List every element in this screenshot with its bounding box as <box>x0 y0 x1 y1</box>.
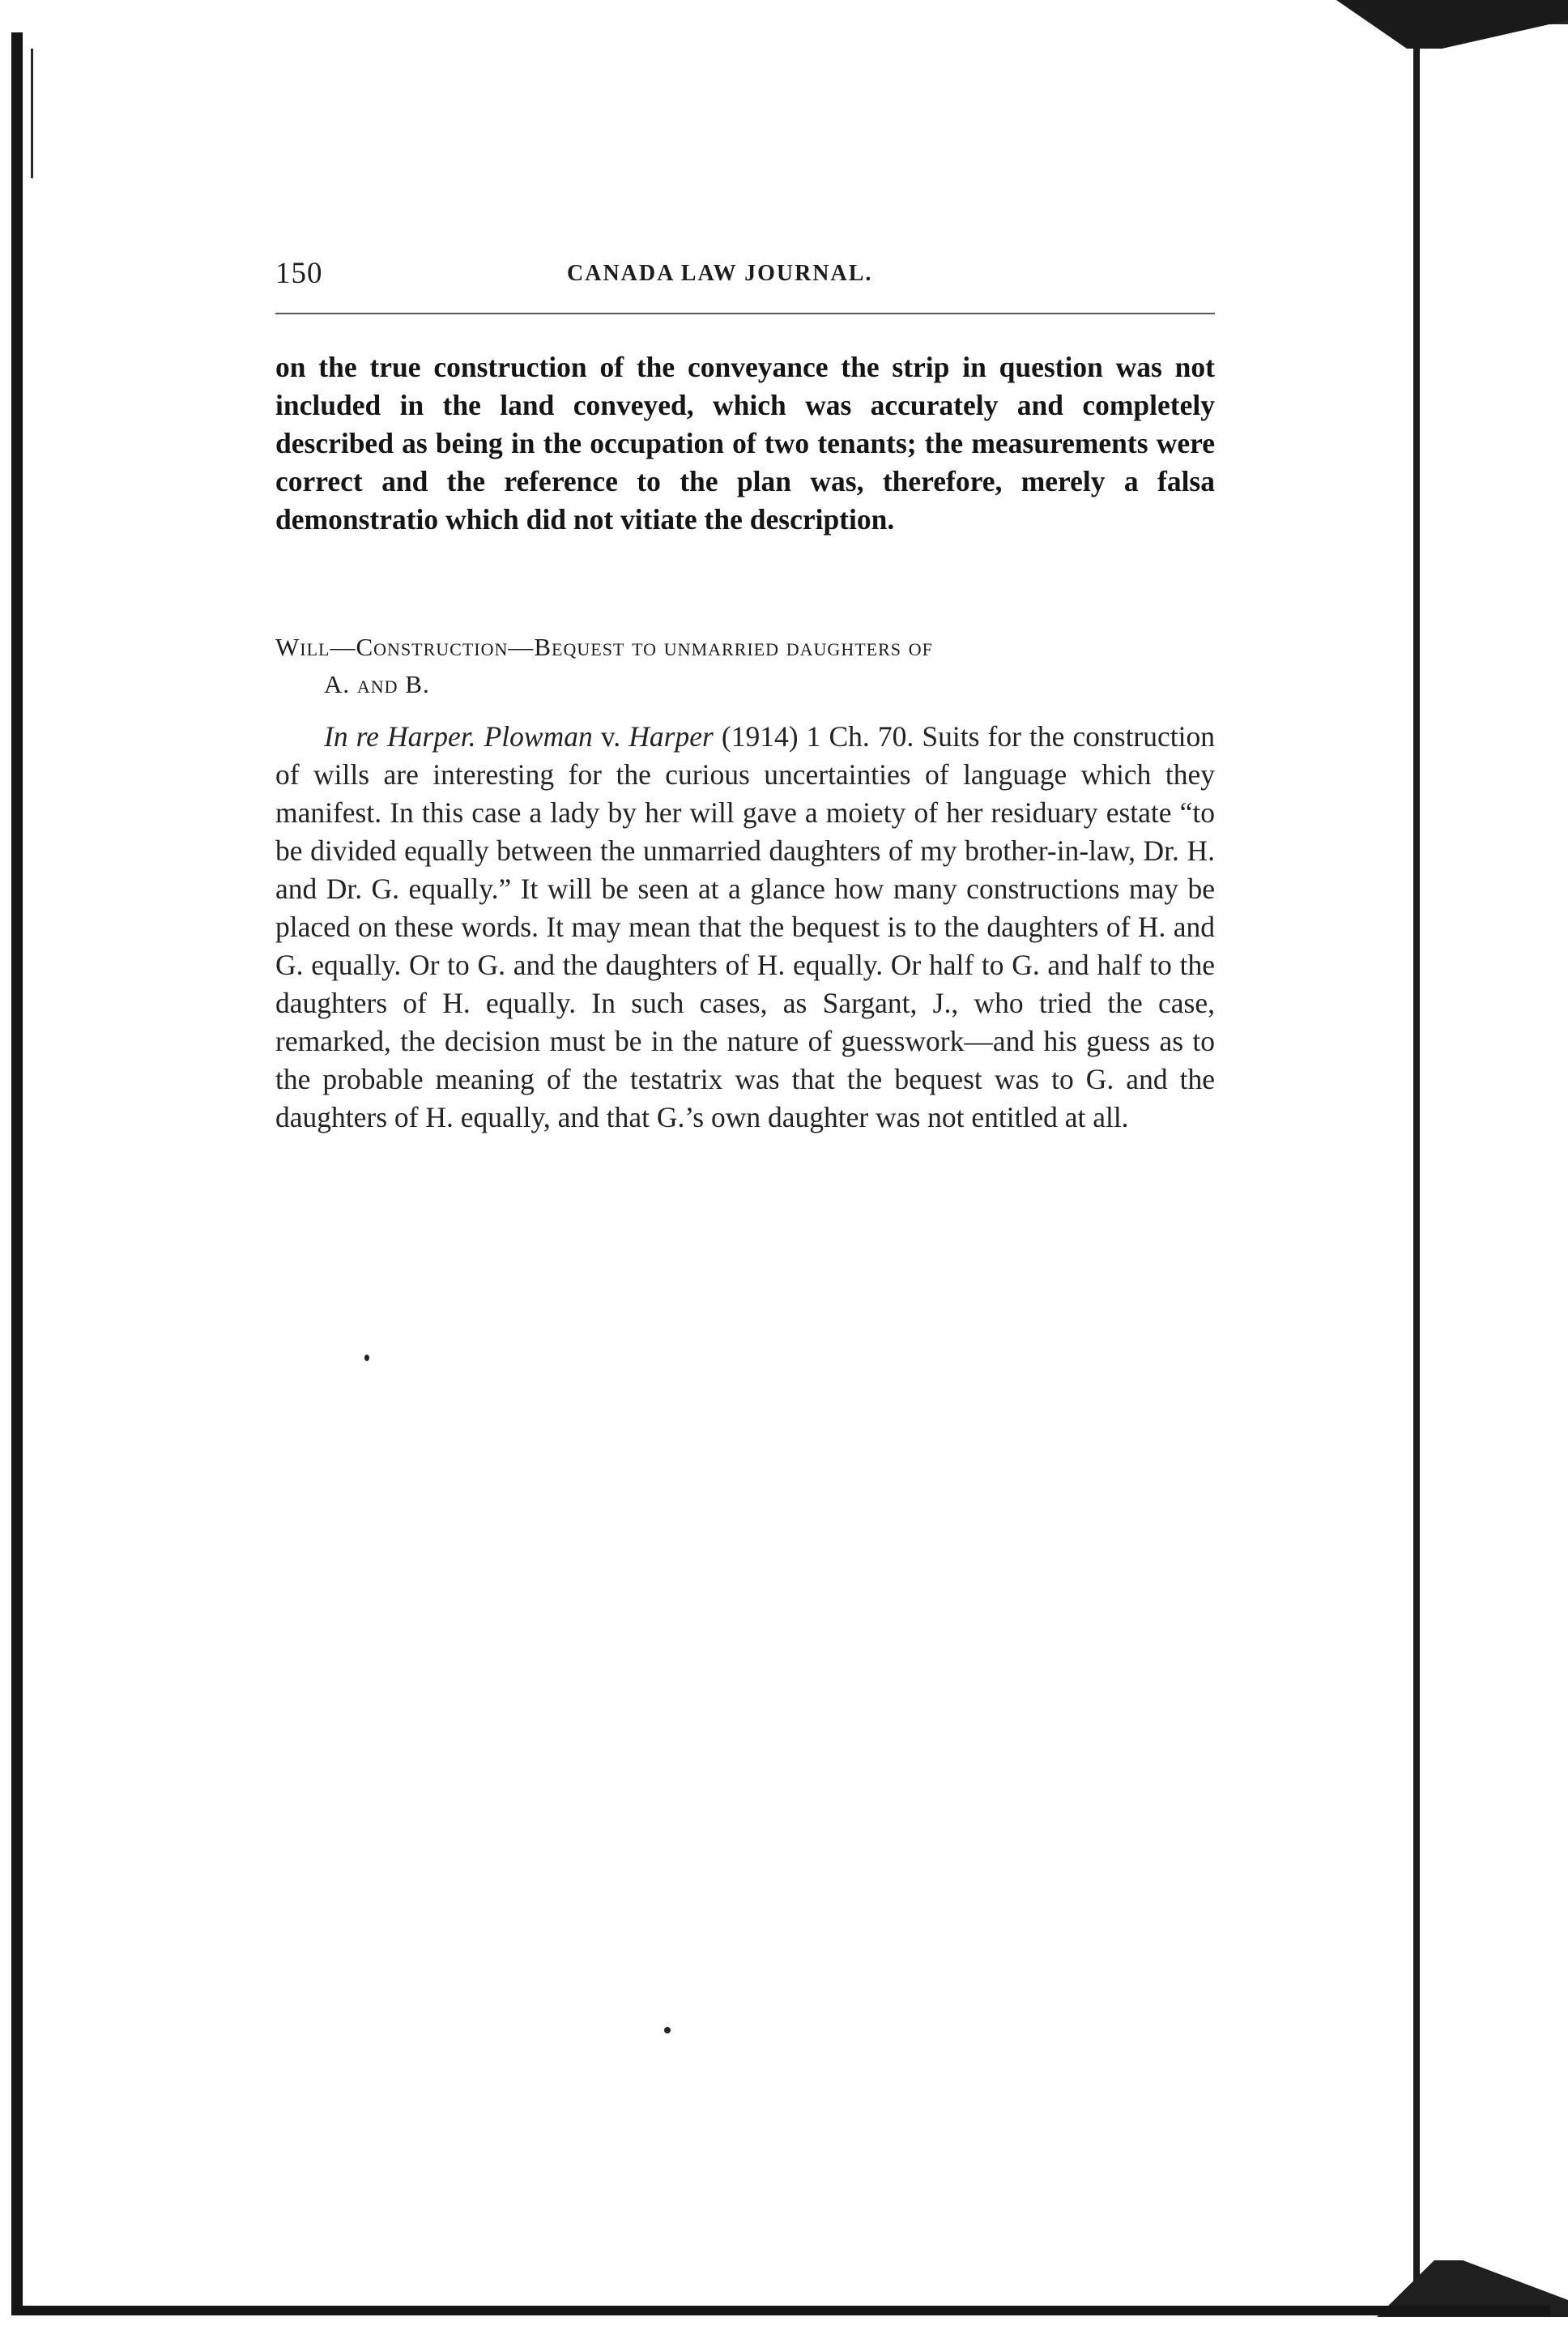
section-heading-line-2: A. and B. <box>324 670 430 698</box>
case-paragraph <box>275 718 1215 1137</box>
header-rule <box>275 313 1215 314</box>
scan-speck <box>664 2027 671 2033</box>
scan-speck <box>364 1355 369 1361</box>
continuation-paragraph: on the true construction of the conveyance the strip in question was not included in the land conveyed, which was accurately and completely described as being in the occupation of two tenants; the measurements were correct and the reference to the plan was, therefore, merely a falsa demonstratio which did not vitiate the description. <box>275 351 1215 536</box>
case-citation-v: v. <box>592 720 629 753</box>
running-head: CANADA LAW JOURNAL. <box>567 261 873 286</box>
scan-binding-edge-right <box>1413 49 1420 2285</box>
case-citation-name: In re Harper. Plowman <box>324 720 593 753</box>
page-number: 150 <box>275 257 323 290</box>
scan-shadow-top-right <box>1336 0 1568 49</box>
case-citation-reference: (1914) 1 Ch. 70. <box>713 720 922 753</box>
scan-binding-edge-left <box>11 32 23 2309</box>
case-citation-party: Harper <box>628 720 714 753</box>
section-heading-line-1: Will—Construction—Bequest to unmarried daughters of <box>275 633 933 661</box>
scan-mark-left <box>31 49 33 178</box>
section-heading <box>275 629 1215 703</box>
case-body-text: Suits for the construction of wills are interesting for the curious uncertainties of language which they manifest. In this case a lady by her will gave a moiety of her residuary estate “to be divided equally between the unmarried daughters of my brother-in-law, Dr. H. and Dr. G. equally.” It will be seen at a glance how many constructions may be placed on these words. It may mean that the bequest is to the daughters of H. and G. equally. Or to G. and the daughters of H. equally. Or half to G. and half to the daughters of H. equally. In such cases, as Sargant, J., who tried the case, remarked, the decision must be in the nature of guesswork—and his guess as to the probable meaning of the testatrix was that the bequest was to G. and the daughters of H. equally, and that G.’s own daughter was not entitled at all. <box>275 720 1215 1133</box>
scan-edge-bottom <box>11 2306 1550 2315</box>
